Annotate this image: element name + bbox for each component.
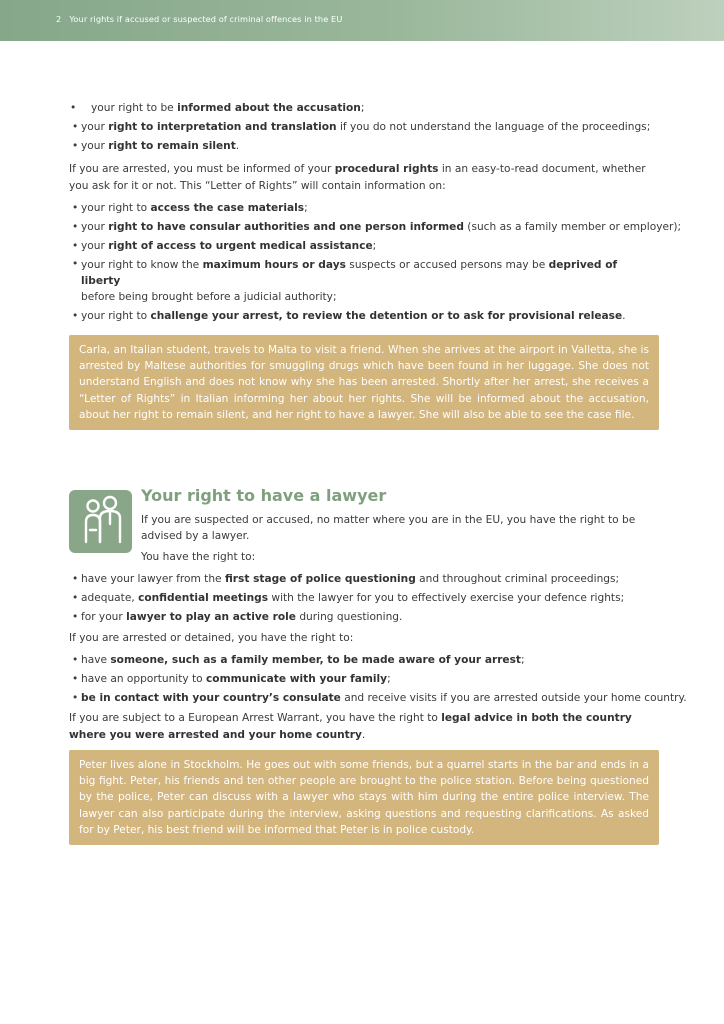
list-item: • your right to remain silent.: [69, 137, 659, 156]
header-title: Your rights if accused or suspected of criminal offences in the EU: [69, 14, 343, 24]
page-header: [0, 0, 724, 41]
arrest-paragraph: If you are arrested, you must be informed of your procedural rights in an easy-to-read document, whether you ask for it or not. This “Letter of Rights” will contain information on:: [69, 163, 646, 192]
list-item: • have an opportunity to communicate with your family;: [69, 670, 659, 689]
list-item: • your right to have consular authorities and one person informed (such as a family member or employer);: [69, 218, 659, 237]
list-item: • your right to know the maximum hours or days suspects or accused persons may be deprived of liberty before being brought before a judicial authority;: [69, 256, 659, 307]
list-item: • adequate, confidential meetings with the lawyer for you to effectively exercise your defence rights;: [69, 589, 659, 608]
list-item: • for your lawyer to play an active role during questioning.: [69, 608, 659, 627]
warrant-paragraph: If you are subject to a European Arrest Warrant, you have the right to legal advice in both the country where you were arrested and your home country.: [69, 712, 632, 741]
header-text: [56, 14, 342, 24]
section-title: Your right to have a lawyer: [141, 486, 387, 505]
list-item: • your right to access the case materials;: [69, 199, 659, 218]
example-text: Peter lives alone in Stockholm. He goes out with some friends, but a quarrel starts in the bar and ends in a big fight. Peter, his friends and ten other people are brought to the police station. Before being questioned by the police, Peter can discuss with a lawyer who stays with him during the entire police interview. The lawyer can also participate during the interview, asking questions and requesting clarifications. As asked for by Peter, his best friend will be informed that Peter is in police custody.: [79, 759, 649, 836]
you-have-right: You have the right to:: [141, 551, 256, 563]
top-content: [69, 99, 682, 430]
lawyer-section: [69, 512, 687, 845]
list-item: • your right to interpretation and translation if you do not understand the language of the proceedings;: [69, 118, 659, 137]
list-item: • your right of access to urgent medical assistance;: [69, 237, 659, 256]
list-item: • your right to challenge your arrest, to review the detention or to ask for provisional release.: [69, 307, 659, 326]
example-text: Carla, an Italian student, travels to Malta to visit a friend. When she arrives at the airport in Valletta, she is arrested by Maltese authorities for smuggling drugs which have been found in her luggage. She does not understand English and does not know why she has been arrested. Shortly after her arrest, she receives a “Letter of Rights” in Italian informing her about her rights. She will be informed about the accusation, about her right to remain silent, and her right to have a lawyer. She will also be able to see the case file.: [79, 344, 649, 421]
list-item: • be in contact with your country’s consulate and receive visits if you are arrested outside your home country.: [69, 689, 659, 708]
list-item: • have your lawyer from the first stage of police questioning and throughout criminal proceedings;: [69, 570, 659, 589]
example-box-peter: [69, 750, 659, 845]
page-number: 2: [56, 14, 62, 24]
example-box-carla: [69, 335, 659, 430]
section-intro: If you are suspected or accused, no matter where you are in the EU, you have the right to be advised by a lawyer.: [141, 514, 636, 542]
detained-intro: If you are arrested or detained, you have the right to:: [69, 632, 354, 644]
list-item: • have someone, such as a family member, to be made aware of your arrest;: [69, 651, 659, 670]
list-item: • your right to be informed about the accusation;: [69, 99, 659, 118]
